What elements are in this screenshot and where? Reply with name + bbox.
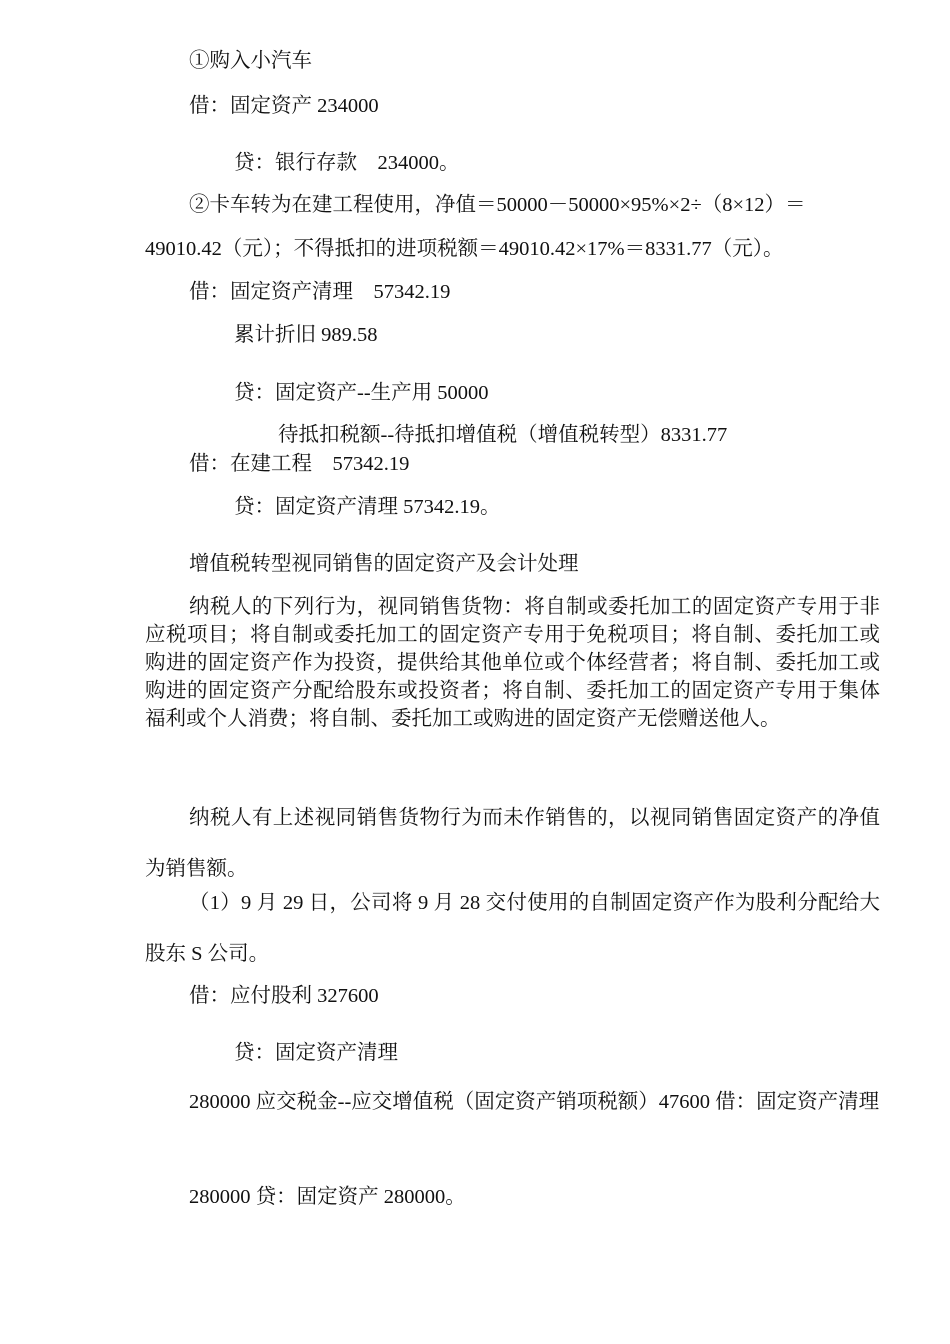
paragraph: 纳税人的下列行为，视同销售货物：将自制或委托加工的固定资产专用于非应税项目；将自制或委托加工的固定资产专用于免税项目；将自制、委托加工或购进的固定资产作为投资，提供给其他单位或个体经营者；将自制、委托加工或购进的固定资产分配给股东或投资者；将自制、委托加工的固定资产专用于集体福利或个人消费；将自制、委托加工或购进的固定资产无偿赠送他人。 bbox=[145, 596, 880, 730]
text-line: ②卡车转为在建工程使用，净值＝50000－50000×95%×2÷（8×12）＝ bbox=[189, 194, 806, 216]
paragraph: （1）9 月 29 日，公司将 9 月 28 交付使用的自制固定资产作为股利分配给大股东 S 公司。 bbox=[145, 892, 880, 965]
section-heading: 增值税转型视同销售的固定资产及会计处理 bbox=[189, 553, 579, 575]
text-line: 贷：固定资产清理 bbox=[234, 1042, 398, 1064]
text-line: 待抵扣税额--待抵扣增值税（增值税转型）8331.77 bbox=[278, 424, 728, 446]
text-line: 280000 贷：固定资产 280000。 bbox=[189, 1186, 466, 1208]
text-line: 借：在建工程 57342.19 bbox=[189, 453, 410, 475]
text-line: 49010.42（元）；不得抵扣的进项税额＝49010.42×17%＝8331.77（元）。 bbox=[145, 238, 784, 260]
text-line: 贷：固定资产--生产用 50000 bbox=[234, 382, 489, 404]
text-line: 借：固定资产清理 57342.19 bbox=[189, 281, 451, 303]
text-line: ①购入小汽车 bbox=[189, 50, 312, 72]
text-line: 借：固定资产 234000 bbox=[189, 95, 379, 117]
text-line: 贷：固定资产清理 57342.19。 bbox=[234, 496, 501, 518]
paragraph: 纳税人有上述视同销售货物行为而未作销售的，以视同销售固定资产的净值为销售额。 bbox=[145, 807, 880, 880]
text-line: 贷：银行存款 234000。 bbox=[234, 152, 460, 174]
paragraph: 280000 应交税金--应交增值税（固定资产销项税额）47600 借：固定资产清理 bbox=[189, 1091, 880, 1113]
text-line: 累计折旧 989.58 bbox=[234, 324, 378, 346]
text-line: 借：应付股利 327600 bbox=[189, 985, 379, 1007]
